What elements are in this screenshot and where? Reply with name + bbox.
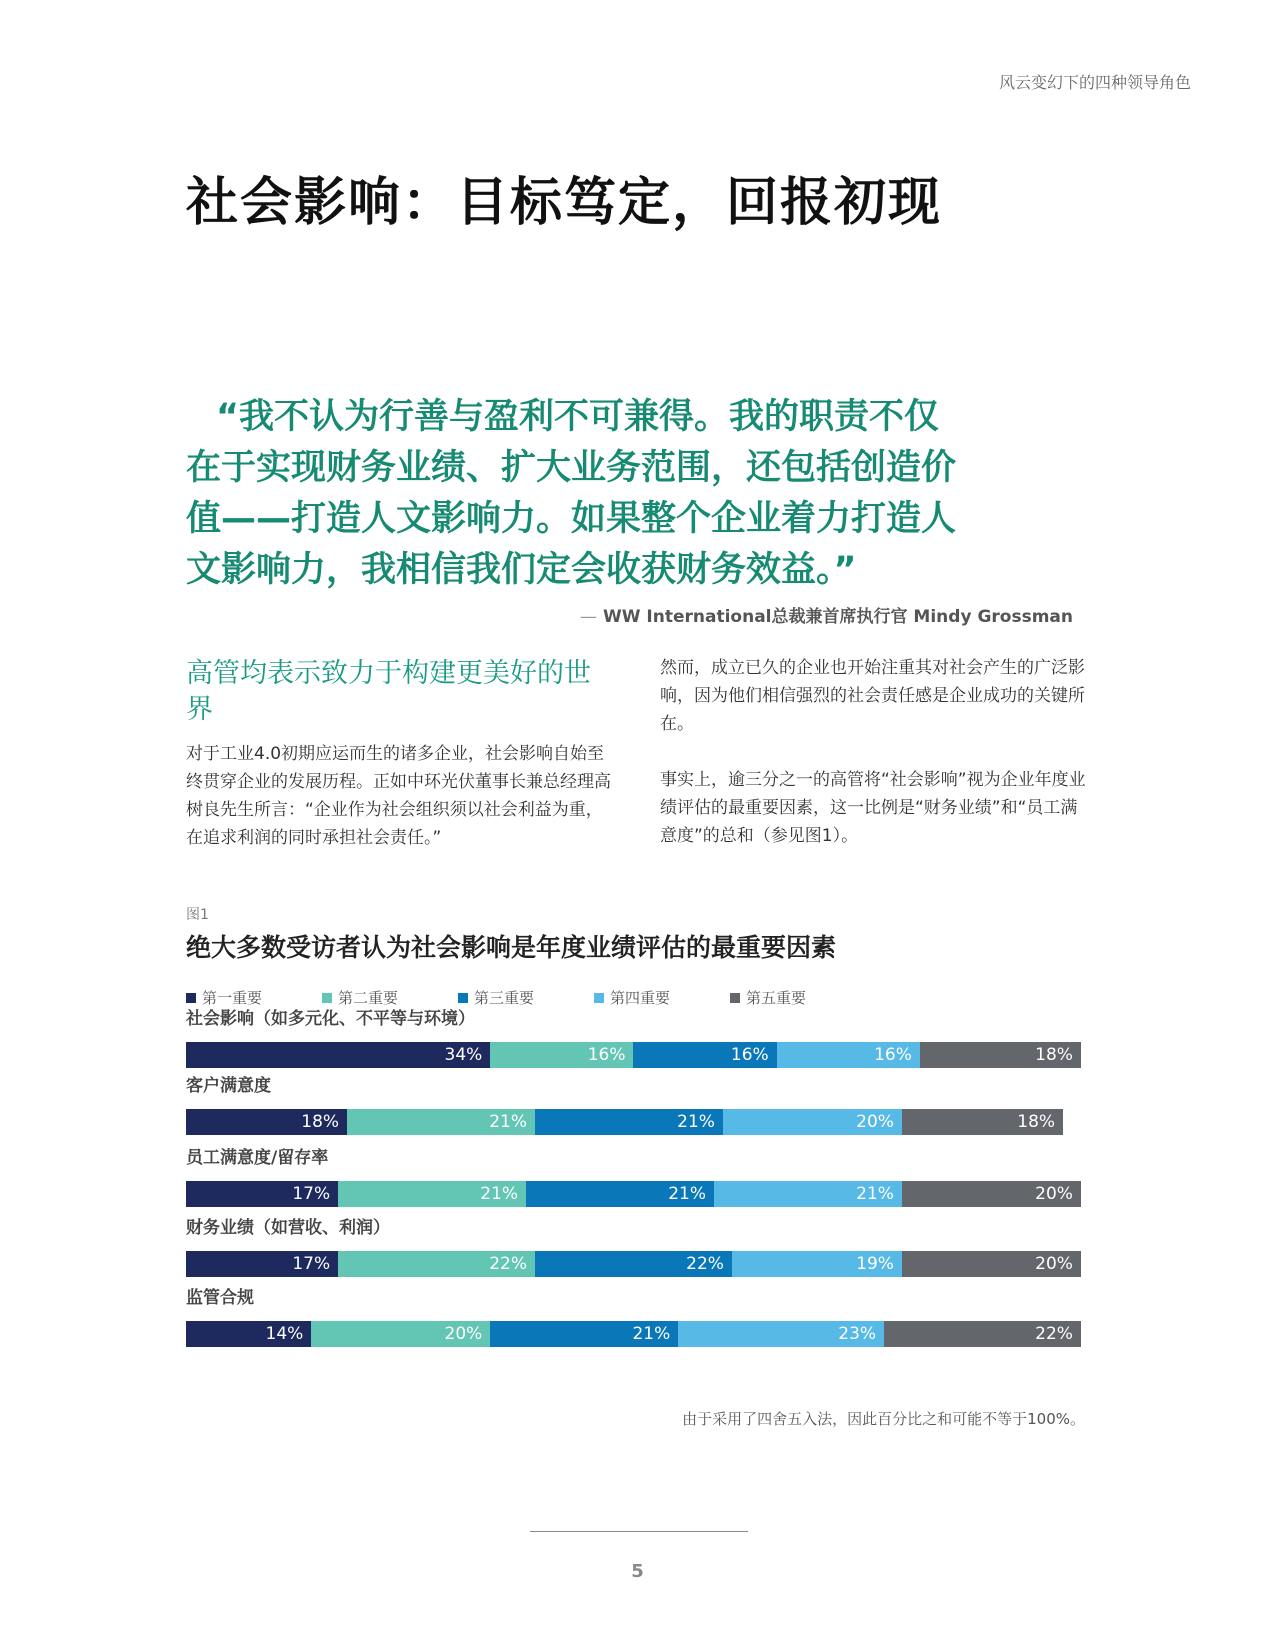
legend-label: 第二重要 xyxy=(338,989,399,1007)
bar-segment xyxy=(902,1251,1081,1277)
bar-segment xyxy=(723,1109,902,1135)
figure-label: 图1 xyxy=(186,907,209,923)
bar-segment xyxy=(902,1109,1063,1135)
bar-value-label: 23% xyxy=(838,1324,877,1344)
bar-segment xyxy=(884,1321,1081,1347)
bar-value-label: 20% xyxy=(444,1324,483,1344)
bar-segment xyxy=(338,1251,535,1277)
quote-line: “我不认为行善与盈利不可兼得。我的职责不仅 xyxy=(216,397,940,437)
bar-segment xyxy=(490,1042,633,1068)
section-heading: 高管均表示致力于构建更美好的世界 xyxy=(186,658,591,725)
quote-attribution xyxy=(580,602,1073,627)
bar-segment xyxy=(186,1251,338,1277)
legend-label: 第五重要 xyxy=(746,989,807,1007)
category-label: 社会影响（如多元化、不平等与环境） xyxy=(186,1009,475,1029)
bar-segment xyxy=(714,1181,902,1207)
bar-row xyxy=(186,1181,1081,1207)
bar-segment xyxy=(186,1042,490,1068)
bar-value-label: 20% xyxy=(856,1112,894,1132)
bar-segment xyxy=(920,1042,1081,1068)
pull-quote xyxy=(186,392,1086,596)
bar-segment xyxy=(186,1181,338,1207)
legend-swatch xyxy=(594,993,604,1003)
bar-value-label: 17% xyxy=(292,1254,331,1274)
left-body-paragraph: 对于工业4.0初期应运而生的诸多企业，社会影响自始至终贯穿企业的发展历程。正如中环光伏董事长兼总经理高树良先生所言：“企业作为社会组织须以社会利益为重，在追求利润的同时承担社会责任。” xyxy=(186,744,611,848)
running-header: 风云变幻下的四种领导角色 xyxy=(998,73,1191,92)
figure-title: 绝大多数受访者认为社会影响是年度业绩评估的最重要因素 xyxy=(186,933,837,962)
bar-segment xyxy=(347,1109,535,1135)
legend-item xyxy=(730,987,866,1008)
bar-value-label: 20% xyxy=(1035,1184,1073,1204)
bar-value-label: 14% xyxy=(265,1324,304,1344)
bar-row xyxy=(186,1321,1081,1347)
bar-value-label: 18% xyxy=(1035,1045,1073,1065)
legend-label: 第一重要 xyxy=(202,989,263,1007)
bar-value-label: 18% xyxy=(301,1112,340,1132)
legend-swatch xyxy=(458,993,468,1003)
attribution-text: WW International总裁兼首席执行官 Mindy Grossman xyxy=(603,607,1073,627)
bar-value-label: 22% xyxy=(489,1254,528,1274)
bar-value-label: 17% xyxy=(292,1184,331,1204)
quote-line: 值——打造人文影响力。如果整个企业着力打造人 xyxy=(186,499,957,539)
quote-line: 文影响力，我相信我们定会收获财务效益。” xyxy=(186,550,857,590)
bar-value-label: 22% xyxy=(686,1254,724,1274)
bar-value-label: 22% xyxy=(1035,1324,1073,1344)
bar-segment xyxy=(633,1042,776,1068)
bar-segment xyxy=(902,1181,1081,1207)
bar-segment xyxy=(186,1321,311,1347)
right-body-paragraph-1: 然而，成立已久的企业也开始注重其对社会产生的广泛影响，因为他们相信强烈的社会责任感是企业成功的关键所在。 xyxy=(660,658,1085,734)
bar-segment xyxy=(678,1321,884,1347)
bar-value-label: 19% xyxy=(856,1254,894,1274)
attribution-dash: — xyxy=(580,607,598,627)
bar-value-label: 21% xyxy=(632,1324,671,1344)
bar-segment xyxy=(490,1321,678,1347)
right-body-paragraph-2: 事实上，逾三分之一的高管将“社会影响”视为企业年度业绩评估的最重要因素，这一比例是“财务业绩”和“员工满意度”的总和（参见图1）。 xyxy=(660,770,1086,846)
bar-value-label: 18% xyxy=(1017,1112,1056,1132)
legend-item xyxy=(458,987,594,1008)
left-column xyxy=(186,656,616,852)
bar-row xyxy=(186,1109,1063,1135)
legend-swatch xyxy=(730,993,740,1003)
category-label: 员工满意度/留存率 xyxy=(186,1148,329,1168)
bar-value-label: 21% xyxy=(480,1184,519,1204)
bar-row xyxy=(186,1251,1081,1277)
page-number: 5 xyxy=(631,1561,644,1582)
bar-segment xyxy=(526,1181,714,1207)
category-label: 客户满意度 xyxy=(186,1076,271,1096)
bar-segment xyxy=(186,1109,347,1135)
bar-segment xyxy=(311,1321,490,1347)
bar-value-label: 16% xyxy=(587,1045,626,1065)
bar-segment xyxy=(732,1251,902,1277)
legend-swatch xyxy=(322,993,332,1003)
bar-row xyxy=(186,1042,1081,1068)
bar-value-label: 21% xyxy=(677,1112,715,1132)
figure-footnote: 由于采用了四舍五入法，因此百分比之和可能不等于100%。 xyxy=(682,1410,1085,1428)
bar-value-label: 16% xyxy=(730,1045,769,1065)
legend-label: 第四重要 xyxy=(610,989,671,1007)
bar-value-label: 34% xyxy=(444,1045,483,1065)
bar-value-label: 20% xyxy=(1035,1254,1073,1274)
legend-item xyxy=(594,987,730,1008)
category-label: 财务业绩（如营收、利润） xyxy=(186,1218,390,1238)
legend-label: 第三重要 xyxy=(474,989,535,1007)
bar-value-label: 21% xyxy=(489,1112,528,1132)
bar-value-label: 16% xyxy=(874,1045,912,1065)
page-title: 社会影响：目标笃定，回报初现 xyxy=(186,173,943,233)
bar-segment xyxy=(535,1251,732,1277)
quote-line: 在于实现财务业绩、扩大业务范围，还包括创造价 xyxy=(186,448,957,488)
footer-divider xyxy=(530,1531,748,1532)
bar-segment xyxy=(777,1042,920,1068)
bar-segment xyxy=(535,1109,723,1135)
bar-value-label: 21% xyxy=(856,1184,894,1204)
bar-segment xyxy=(338,1181,526,1207)
category-label: 监管合规 xyxy=(186,1288,254,1308)
legend-swatch xyxy=(186,993,196,1003)
right-column xyxy=(660,654,1092,850)
bar-value-label: 21% xyxy=(668,1184,707,1204)
